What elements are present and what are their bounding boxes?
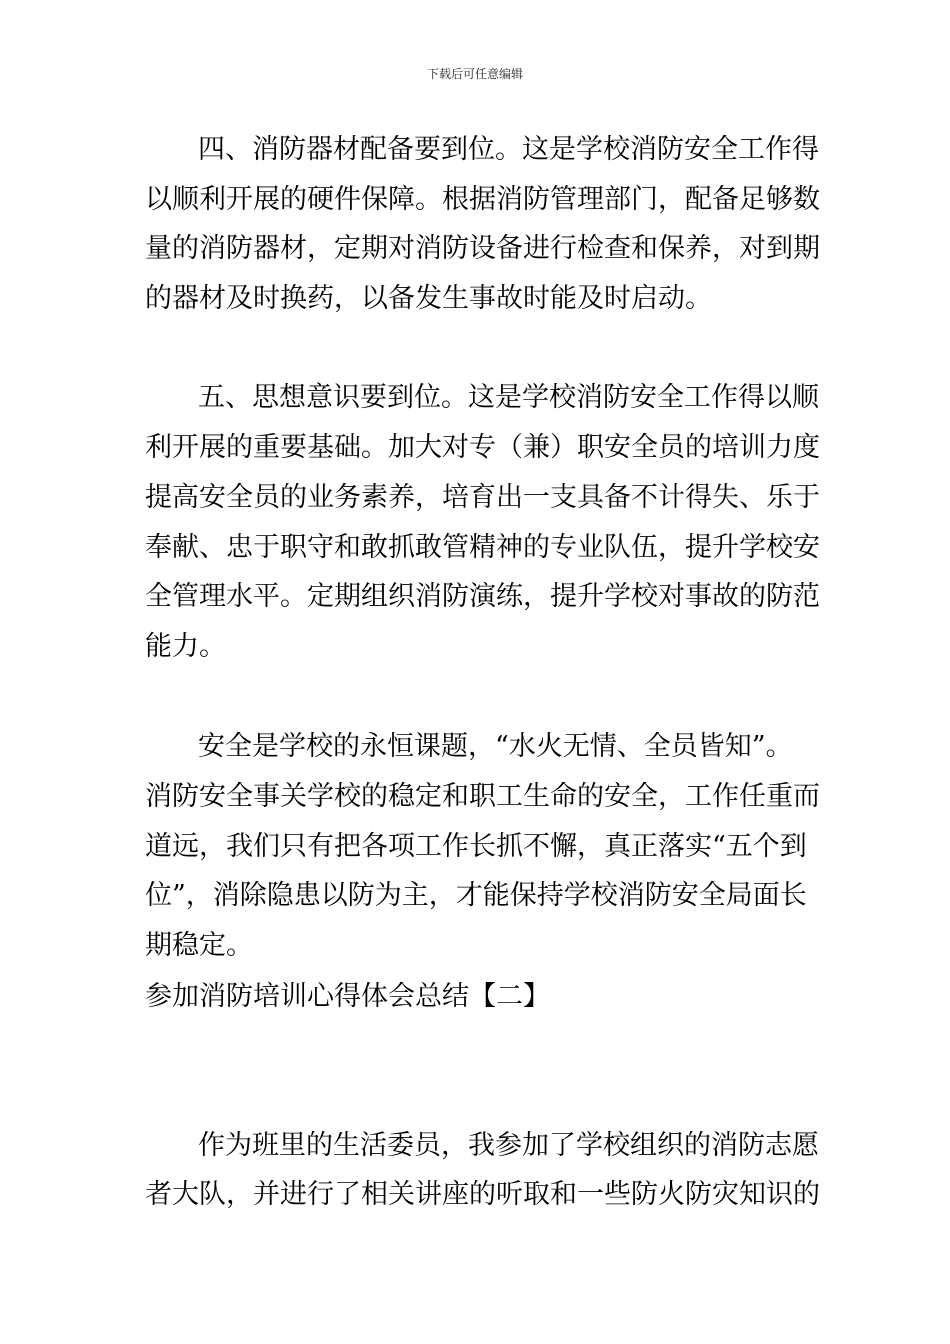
paragraph-line: 奉献、忠于职守和敢抓敢管精神的专业队伍，提升学校安: [145, 532, 820, 563]
paragraph-line: 量的消防器材，定期对消防设备进行检查和保养，对到期: [145, 233, 820, 264]
paragraph-line: 的器材及时换药，以备发生事故时能及时启动。: [145, 283, 712, 314]
paragraph-line: 位”，消除隐患以防为主，才能保持学校消防安全局面长: [145, 880, 807, 911]
paragraph-line: 全管理水平。定期组织消防演练，提升学校对事故的防范: [145, 581, 820, 612]
paragraph-line: 利开展的重要基础。加大对专（兼）职安全员的培训力度: [145, 432, 820, 463]
paragraph-line: 道远，我们只有把各项工作长抓不懈，真正落实“五个到: [145, 831, 807, 862]
paragraph-line: 以顺利开展的硬件保障。根据消防管理部门，配备足够数: [145, 184, 820, 215]
paragraph-line: 者大队，并进行了相关讲座的听取和一些防火防灾知识的: [145, 1179, 820, 1210]
paragraph-line: 能力。: [145, 631, 226, 662]
paragraph-line: 安全是学校的永恒课题，“水火无情、全员皆知”。: [198, 731, 793, 762]
paragraph-line: 提高安全员的业务素养，培育出一支具备不计得失、乐于: [145, 482, 820, 513]
paragraph-line: 消防安全事关学校的稳定和职工生命的安全，工作任重而: [145, 781, 820, 812]
section-heading: 参加消防培训心得体会总结【二】: [145, 981, 550, 1012]
paragraph-line: 期稳定。: [145, 930, 253, 961]
page-header: 下载后可任意编辑: [426, 67, 523, 81]
paragraph-line: 五、思想意识要到位。这是学校消防安全工作得以顺: [198, 382, 819, 413]
paragraph-line: 作为班里的生活委员，我参加了学校组织的消防志愿: [198, 1130, 819, 1161]
paragraph-line: 四、消防器材配备要到位。这是学校消防安全工作得: [198, 134, 819, 165]
